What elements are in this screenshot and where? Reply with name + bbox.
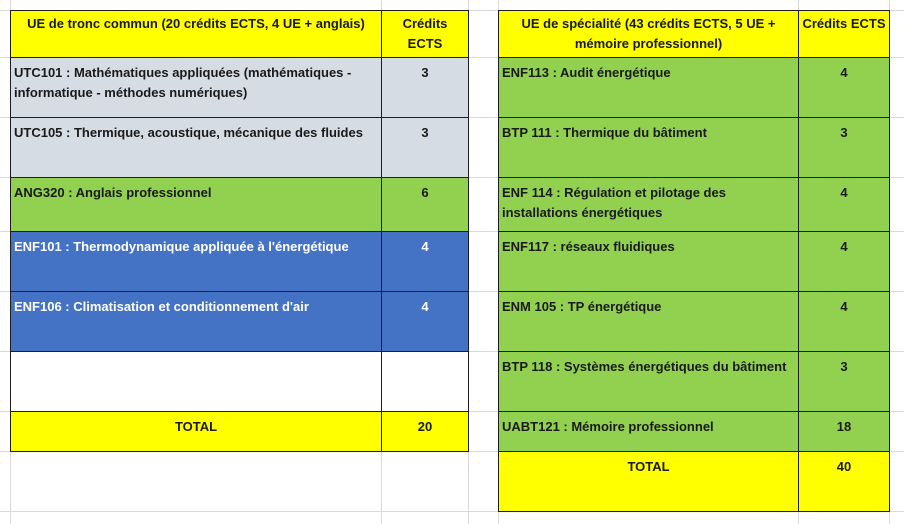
specialty-row-credits[interactable]: 4 [798, 291, 890, 352]
specialty-row-credits[interactable]: 3 [798, 351, 890, 412]
specialty-row-label[interactable]: BTP 111 : Thermique du bâtiment [498, 117, 799, 178]
core-row-credits[interactable]: 3 [381, 117, 469, 178]
specialty-header-credits[interactable]: Crédits ECTS [798, 10, 890, 58]
specialty-row-label[interactable]: ENF 114 : Régulation et pilotage des installations énergétiques [498, 177, 799, 232]
core-row-credits[interactable]: 3 [381, 57, 469, 118]
specialty-row-credits[interactable]: 4 [798, 177, 890, 232]
specialty-total-credits[interactable]: 40 [798, 451, 890, 512]
core-row-credits[interactable]: 4 [381, 291, 469, 352]
specialty-row-credits[interactable]: 4 [798, 57, 890, 118]
specialty-row-label[interactable]: ENM 105 : TP énergétique [498, 291, 799, 352]
core-row-label[interactable]: ENF106 : Climatisation et conditionnement d'air [10, 291, 382, 352]
core-empty-cell[interactable] [10, 351, 382, 412]
core-empty-cell[interactable] [381, 351, 469, 412]
specialty-row-credits[interactable]: 18 [798, 411, 890, 452]
core-row-credits[interactable]: 4 [381, 231, 469, 292]
core-row-label[interactable]: UTC101 : Mathématiques appliquées (mathématiques - informatique - méthodes numériques) [10, 57, 382, 118]
core-header-credits[interactable]: Crédits ECTS [381, 10, 469, 58]
core-row-label[interactable]: UTC105 : Thermique, acoustique, mécanique des fluides [10, 117, 382, 178]
core-total-label[interactable]: TOTAL [10, 411, 382, 452]
specialty-row-label[interactable]: ENF117 : réseaux fluidiques [498, 231, 799, 292]
specialty-row-credits[interactable]: 4 [798, 231, 890, 292]
core-header-title[interactable]: UE de tronc commun (20 crédits ECTS, 4 UE + anglais) [10, 10, 382, 58]
specialty-row-label[interactable]: UABT121 : Mémoire professionnel [498, 411, 799, 452]
specialty-header-title[interactable]: UE de spécialité (43 crédits ECTS, 5 UE + mémoire professionnel) [498, 10, 799, 58]
specialty-row-credits[interactable]: 3 [798, 117, 890, 178]
specialty-row-label[interactable]: ENF113 : Audit énergétique [498, 57, 799, 118]
specialty-total-label[interactable]: TOTAL [498, 451, 799, 512]
core-row-credits[interactable]: 6 [381, 177, 469, 232]
core-row-label[interactable]: ANG320 : Anglais professionnel [10, 177, 382, 232]
specialty-row-label[interactable]: BTP 118 : Systèmes énergétiques du bâtiment [498, 351, 799, 412]
core-total-credits[interactable]: 20 [381, 411, 469, 452]
core-row-label[interactable]: ENF101 : Thermodynamique appliquée à l'énergétique [10, 231, 382, 292]
